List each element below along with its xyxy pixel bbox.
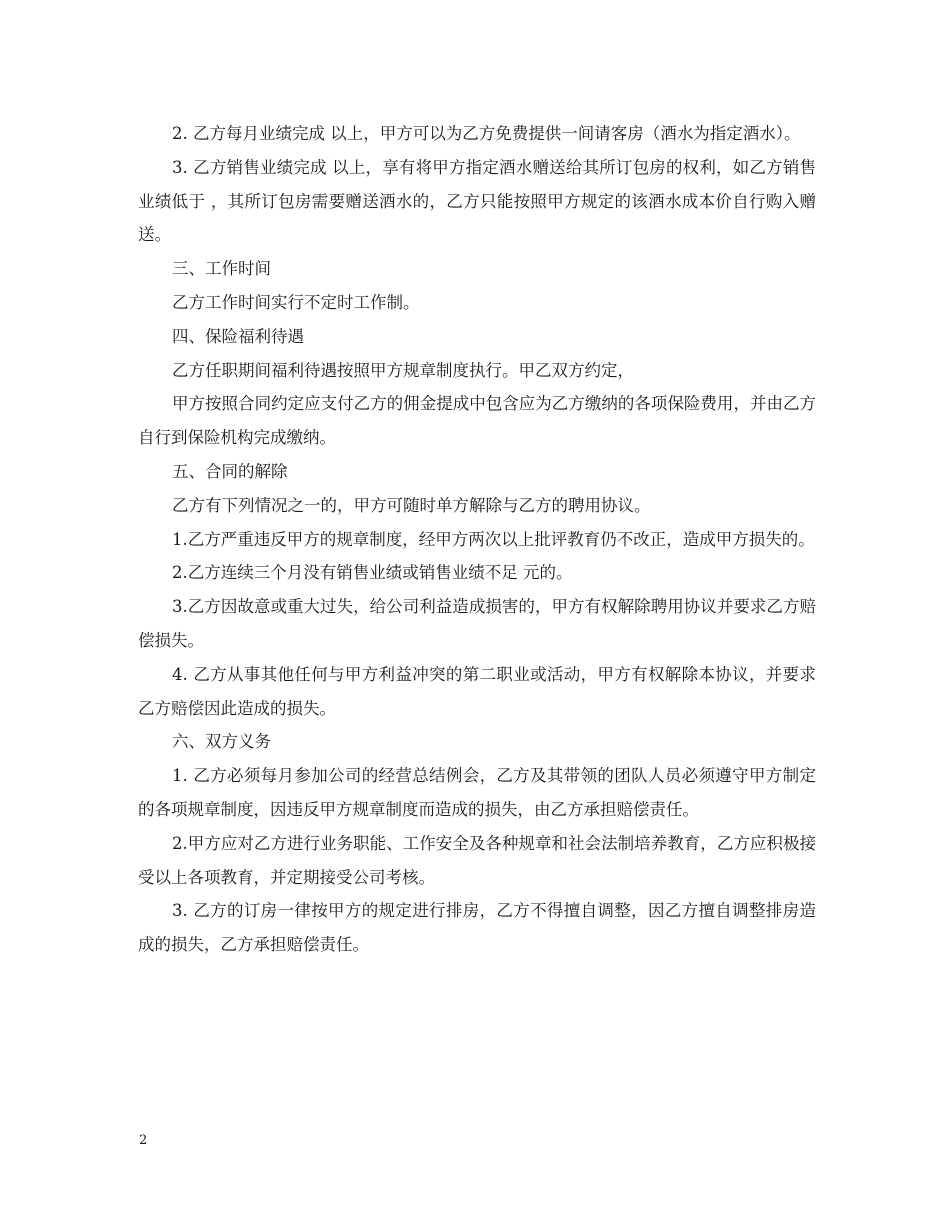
section-heading-obligations: 六、双方义务 [172, 732, 271, 752]
paragraph-termination-4: 4. 乙方从事其他任何与甲方利益冲突的第二职业或活动，甲方有权解除本协议，并要求乙方赔偿因此造成的损失。 [138, 664, 816, 718]
paragraph-termination-3: 3.乙方因故意或重大过失，给公司利益造成损害的，甲方有权解除聘用协议并要求乙方赔偿损失。 [138, 597, 816, 650]
paragraph-work-hours: 乙方工作时间实行不定时工作制。 [172, 292, 420, 312]
section-heading-termination: 五、合同的解除 [172, 461, 288, 481]
section-heading-work-hours: 三、工作时间 [172, 259, 271, 279]
paragraph-item-3-wine-gift: 3. 乙方销售业绩完成 以上，享有将甲方指定酒水赠送给其所订包房的权利，如乙方销售业绩低于 ，其所订包房需要赠送酒水的，乙方只能按照甲方规定的该酒水成本价自行购入赠送。 [138, 157, 816, 245]
paragraph-termination-intro: 乙方有下列情况之一的，甲方可随时单方解除与乙方的聘用协议。 [172, 495, 651, 515]
paragraph-insurance-payment: 甲方按照合同约定应支付乙方的佣金提成中包含应为乙方缴纳的各项保险费用，并由乙方自行到保险机构完成缴纳。 [138, 394, 816, 448]
section-heading-insurance-benefits: 四、保险福利待遇 [172, 326, 304, 346]
paragraph-termination-1: 1.乙方严重违反甲方的规章制度，经甲方两次以上批评教育仍不改正，造成甲方损失的。 [172, 529, 815, 549]
page-number: 2 [139, 1133, 148, 1148]
document-body [138, 117, 816, 962]
paragraph-benefits: 乙方任职期间福利待遇按照甲方规章制度执行。甲乙双方约定， [172, 360, 634, 380]
paragraph-obligation-2: 2.甲方应对乙方进行业务职能、工作安全及各种规章和社会法制培养教育，乙方应积极接受以上各项教育，并定期接受公司考核。 [138, 833, 816, 887]
paragraph-obligation-3: 3. 乙方的订房一律按甲方的规定进行排房，乙方不得擅自调整，因乙方擅自调整排房造成的损失，乙方承担赔偿责任。 [138, 901, 816, 955]
paragraph-obligation-1: 1. 乙方必须每月参加公司的经营总结例会，乙方及其带领的团队人员必须遵守甲方制定的各项规章制度，因违反甲方规章制度而造成的损失，由乙方承担赔偿责任。 [138, 766, 816, 819]
paragraph-termination-2: 2.乙方连续三个月没有销售业绩或销售业绩不足 元的。 [172, 563, 573, 583]
paragraph-item-2-free-room: 2. 乙方每月业绩完成 以上，甲方可以为乙方免费提供一间请客房（酒水为指定酒水）。 [172, 124, 801, 143]
